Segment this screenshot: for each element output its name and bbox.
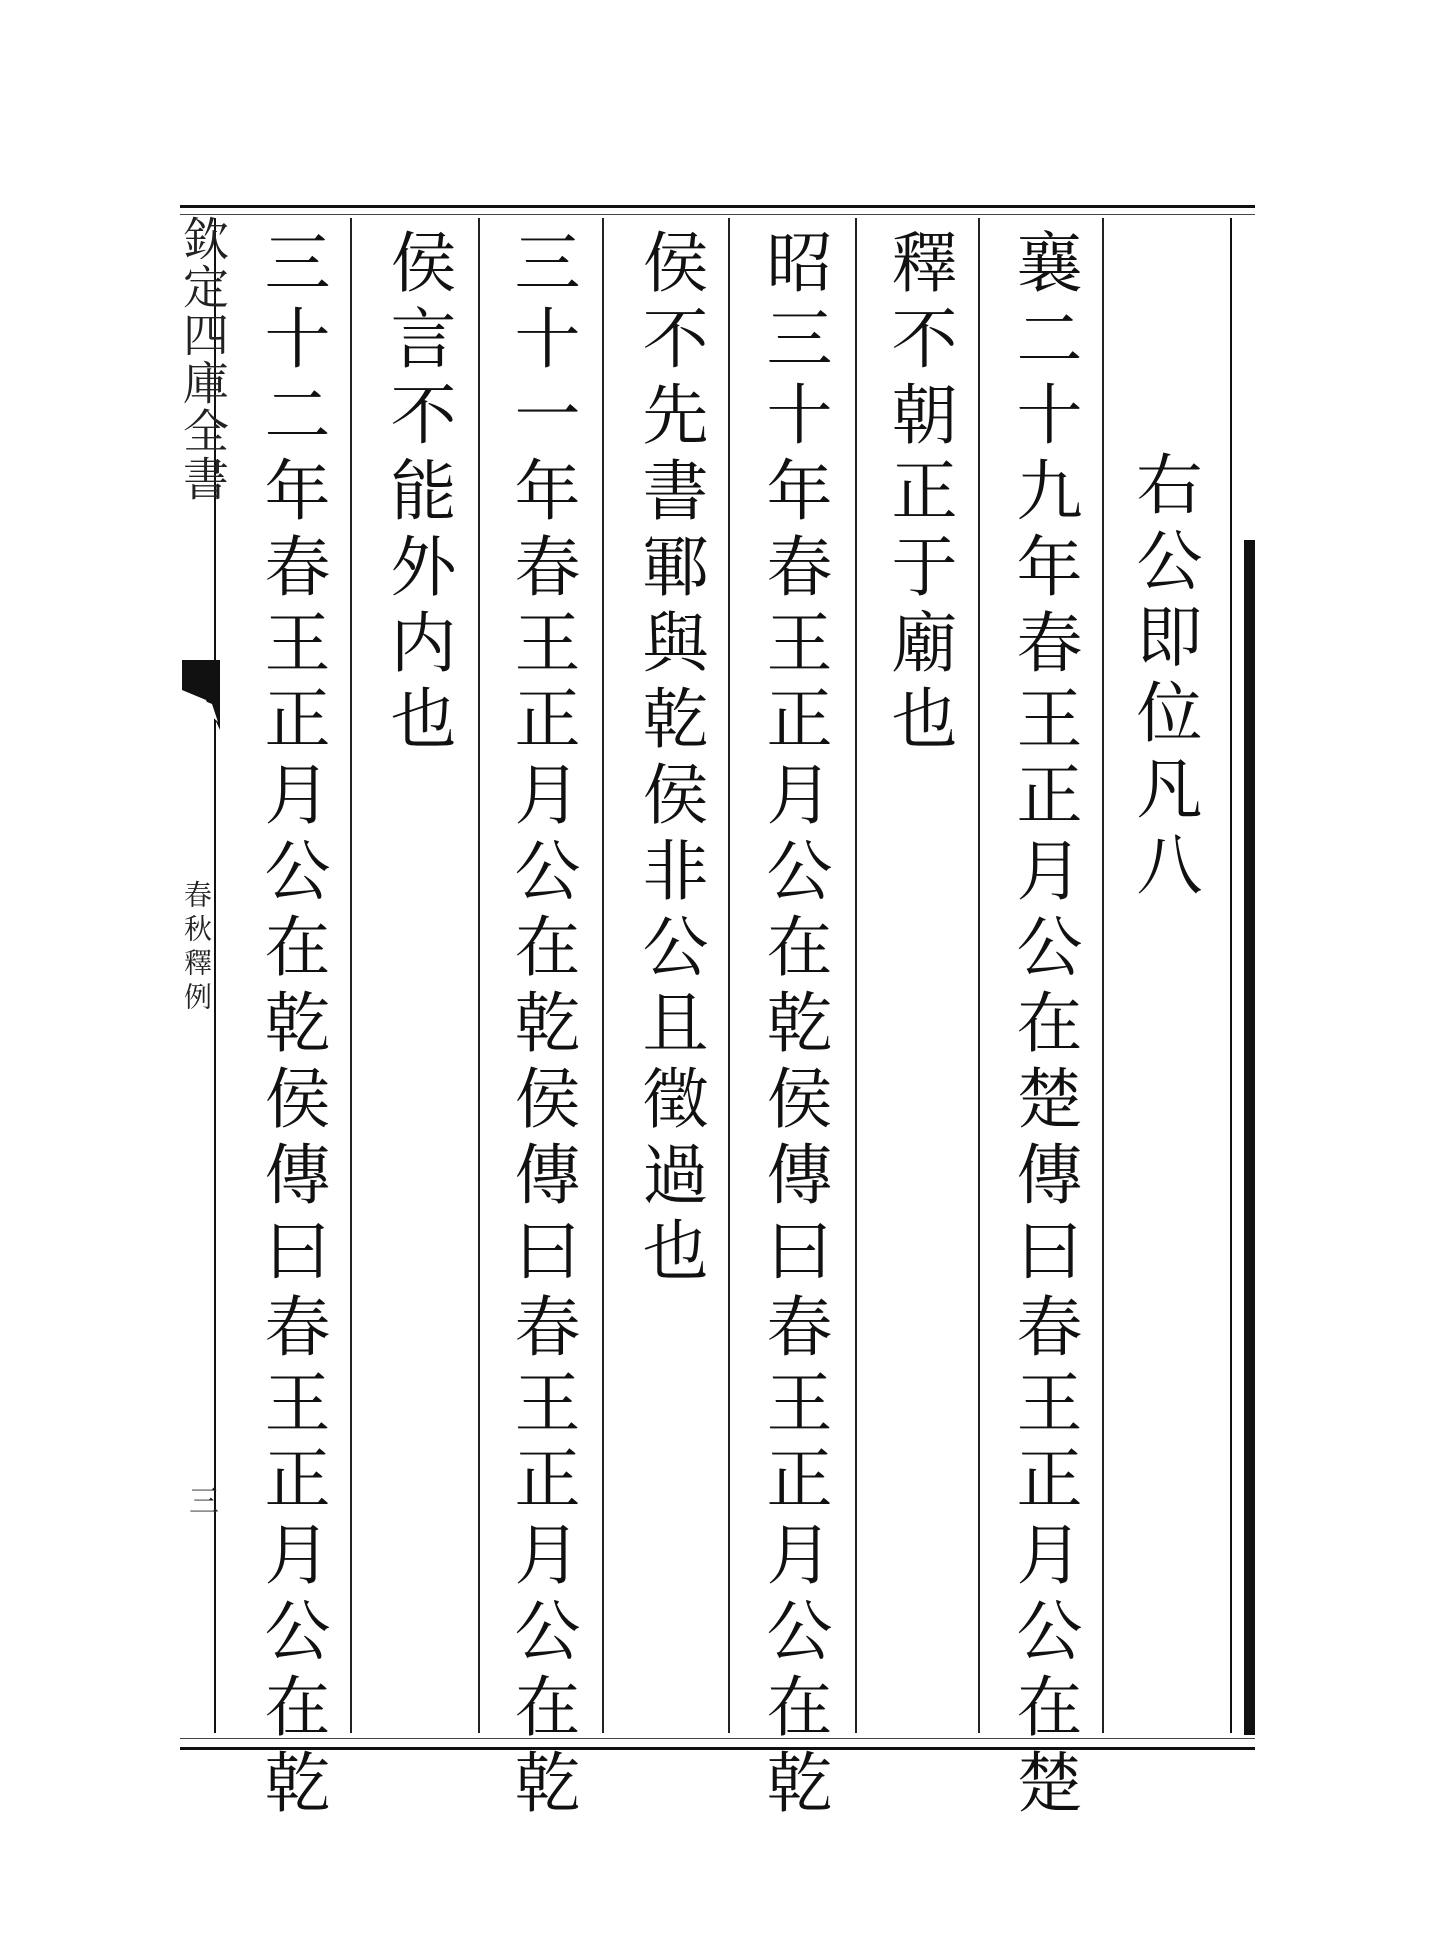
bottom-inner-rule — [180, 1738, 1255, 1739]
column-separator — [728, 218, 730, 1733]
text-column: 釋不朝正于廟也 — [880, 228, 957, 760]
text-column: 侯不先書鄆與乾侯非公且徵過也 — [631, 228, 708, 1292]
top-border-rule — [180, 205, 1255, 208]
book-side-title: 春秋釋例 — [180, 880, 213, 1016]
column-separator — [1102, 218, 1104, 1733]
collection-banner: 欽定四庫全書 — [176, 215, 230, 503]
text-column: 三十一年春王正月公在乾侯傳曰春王正月公在乾 — [503, 228, 580, 1824]
fish-tail-mark-icon — [182, 660, 220, 730]
bottom-border-rule — [180, 1747, 1255, 1750]
column-separator — [350, 218, 352, 1733]
text-column: 侯言不能外内也 — [379, 228, 456, 760]
text-column: 昭三十年春王正月公在乾侯傳曰春王正月公在乾 — [755, 228, 832, 1824]
text-column-heading: 右公即位凡八 — [1125, 450, 1202, 906]
column-separator — [602, 218, 604, 1733]
column-separator — [478, 218, 480, 1733]
column-separator — [978, 218, 980, 1733]
column-separator — [855, 218, 857, 1733]
right-inner-border — [1230, 218, 1232, 1733]
top-inner-rule — [180, 214, 1255, 215]
text-column: 襄二十九年春王正月公在楚傳曰春王正月公在楚 — [1005, 228, 1082, 1824]
page-number: 三 — [183, 1485, 218, 1515]
right-thick-border — [1244, 540, 1255, 1735]
text-column: 三十二年春王正月公在乾侯傳曰春王正月公在乾 — [253, 228, 330, 1824]
